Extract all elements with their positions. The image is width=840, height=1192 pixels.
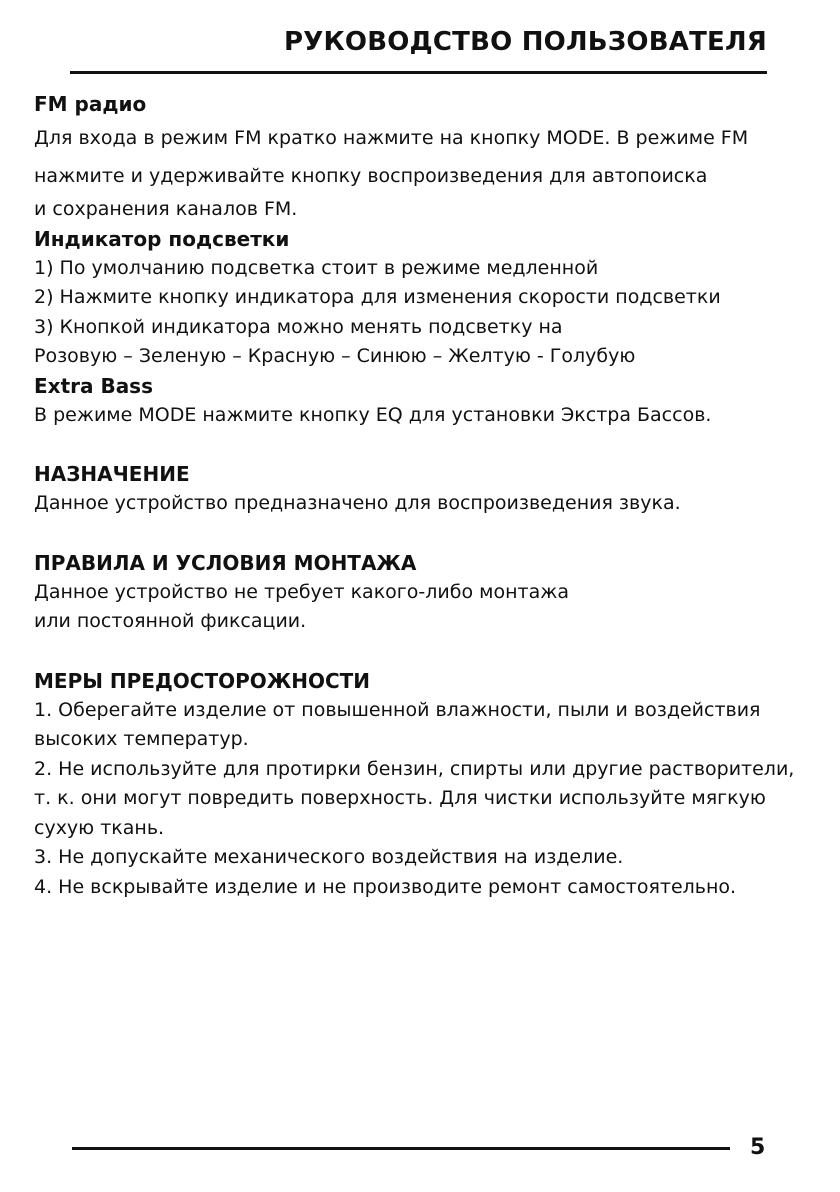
mounting-text-line: или постоянной фиксации.: [34, 610, 307, 632]
purpose-text-line: Данное устройство предназначено для воспроизведения звука.: [34, 492, 681, 514]
backlight-heading: Индикатор подсветки: [34, 226, 290, 251]
page-header-title: РУКОВОДСТВО ПОЛЬЗОВАТЕЛЯ: [283, 27, 767, 57]
precautions-text-line: сухую ткань.: [34, 816, 165, 839]
header-divider: [70, 71, 767, 74]
precautions-section: [34, 667, 824, 903]
precautions-text-line: т. к. они могут повредить поверхность. Для чистки используйте мягкую: [34, 787, 766, 809]
backlight-text-line: 1) По умолчанию подсветка стоит в режиме медленной: [34, 256, 599, 279]
backlight-text-line: Розовую – Зеленую – Красную – Синюю – Желтую - Голубую: [34, 345, 636, 367]
mounting-heading: ПРАВИЛА И УСЛОВИЯ МОНТАЖА: [34, 550, 417, 575]
purpose-section: [34, 460, 824, 519]
extra-bass-heading: Extra Bass: [34, 373, 153, 398]
fm-radio-heading: FM радио: [34, 92, 147, 116]
fm-radio-text-line: и сохранения каналов FM.: [34, 198, 298, 220]
backlight-text-line: 3) Кнопкой индикатора можно менять подсветку на: [34, 315, 563, 338]
fm-radio-text-line: Для входа в режим FM кратко нажмите на кнопку MODE. В режиме FM: [34, 127, 749, 149]
mounting-section: [34, 549, 824, 637]
precautions-text-line: 4. Не вскрывайте изделие и не производите ремонт самостоятельно.: [34, 875, 737, 898]
precautions-heading: МЕРЫ ПРЕДОСТОРОЖНОСТИ: [34, 668, 371, 693]
precautions-text-line: 1. Оберегайте изделие от повышенной влажности, пыли и воздействия: [34, 698, 761, 721]
mounting-text-line: Данное устройство не требует какого-либо монтажа: [34, 580, 569, 603]
page-content: [34, 90, 824, 902]
fm-radio-text-line: нажмите и удерживайте кнопку воспроизведения для автопоиска: [34, 165, 708, 187]
extra-bass-text-line: В режиме MODE нажмите кнопку EQ для установки Экстра Бассов.: [34, 403, 712, 426]
precautions-text-line: 3. Не допускайте механического воздействия на изделие.: [34, 846, 624, 868]
purpose-heading: НАЗНАЧЕНИЕ: [34, 462, 190, 486]
precautions-text-line: высоких температур.: [34, 728, 249, 750]
extra-bass-section: [34, 372, 824, 431]
backlight-text-line: 2) Нажмите кнопку индикатора для изменения скорости подсветки: [34, 286, 721, 308]
backlight-section: [34, 225, 824, 372]
precautions-text-line: 2. Не используйте для протирки бензин, спирты или другие растворители,: [34, 757, 795, 780]
page-number: 5: [750, 1135, 766, 1160]
fm-radio-section: [34, 90, 824, 225]
footer-divider: [72, 1147, 730, 1150]
